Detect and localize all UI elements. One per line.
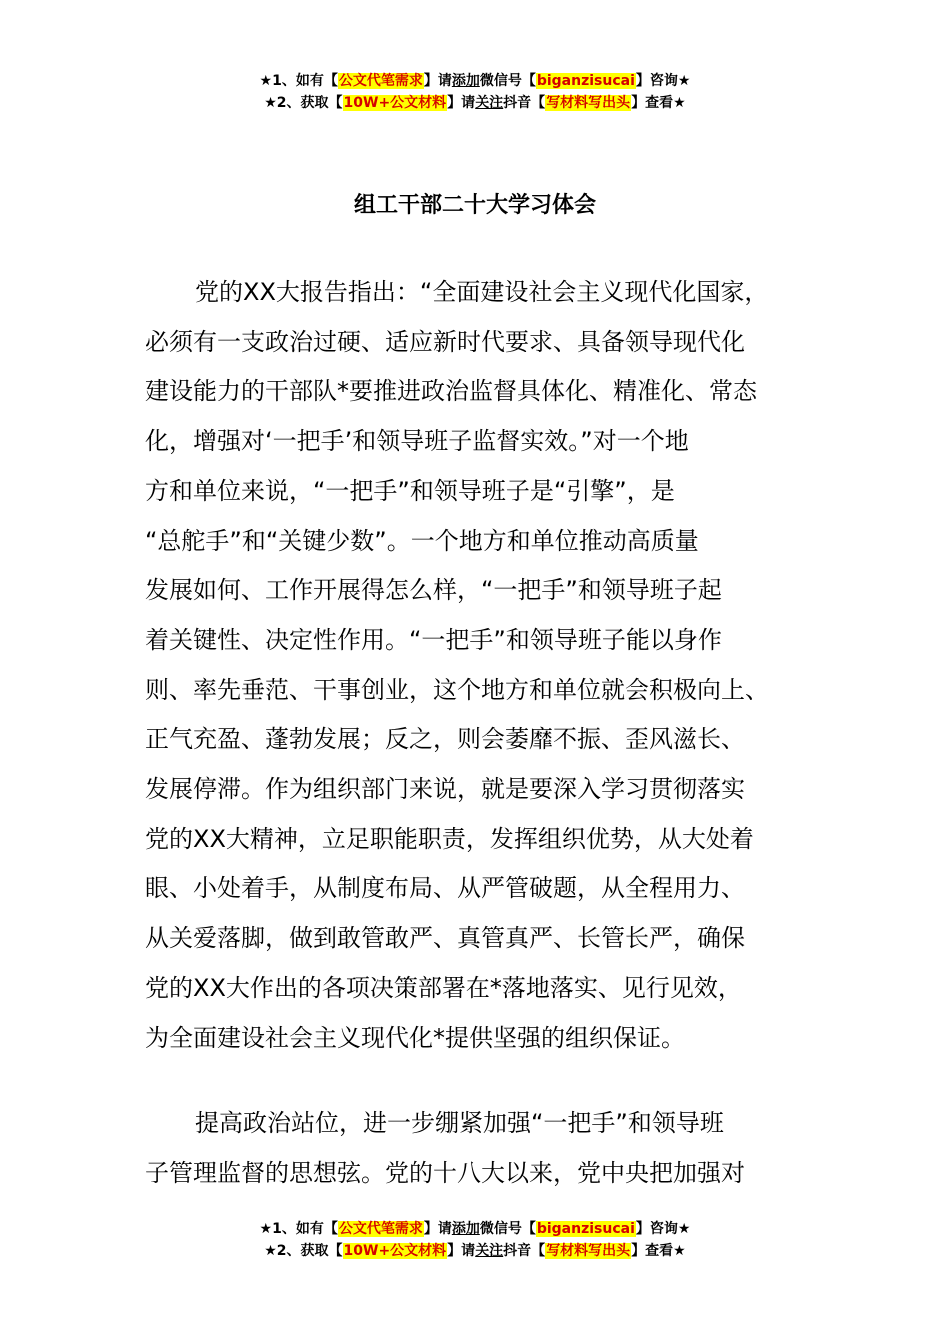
paragraph-line: 为全面建设社会主义现代化*提供坚强的组织保证。 [145,1023,685,1052]
paragraph-line: “总舵手”和“关键少数”。一个地方和单位推动高质量 [145,526,699,555]
header-banner [0,70,950,114]
paragraph-2 [145,1099,825,1198]
banner-underline: 添加 [451,73,480,89]
paragraph-line: 方和单位来说，“一把手”和领导班子是“引擎”，是 [145,476,675,505]
paragraph-line: 发展如何、工作开展得怎么样，“一把手”和领导班子起 [145,576,722,605]
paragraph-line: 发展停滞。作为组织部门来说，就是要深入学习贯彻落实 [145,775,745,804]
banner-text: 】查看★ [631,1243,686,1259]
paragraph-line: 党的XX大作出的各项决策部署在*落地落实、见行见效， [145,973,742,1002]
banner-text: 】请 [447,95,476,111]
document-title: 组工干部二十大学习体会 [353,193,596,218]
banner-text: ★1、如有【 [259,1221,338,1237]
paragraph-line: 提高政治站位，进一步绷紧加强“一把手”和领导班 [195,1109,724,1138]
banner-highlight: 写材料写出头 [546,1243,631,1259]
banner-line-1 [0,1218,950,1240]
banner-line-1 [0,70,950,92]
banner-line-2 [0,92,950,114]
banner-highlight: biganzisucai [536,1221,635,1237]
banner-highlight: biganzisucai [536,73,635,89]
paragraph-line: 化，增强对‘一把手’和领导班子监督实效。”对一个地 [145,427,689,456]
banner-text: 】查看★ [631,95,686,111]
document-body [145,268,825,1199]
paragraph-line: 从关爱落脚，做到敢管敢严、真管真严、长管长严，确保 [145,924,745,953]
paragraph-line: 正气充盈、蓬勃发展；反之，则会萎靡不振、歪风滋长、 [145,725,745,754]
paragraph-line: 必须有一支政治过硬、适应新时代要求、具备领导现代化 [145,327,745,356]
banner-highlight: 公文代笔需求 [338,1221,423,1237]
banner-text: ★2、获取【 [264,1243,343,1259]
banner-text: 】请 [423,1221,452,1237]
paragraph-line: 党的XX大精神，立足职能职责，发挥组织优势，从大处着 [145,824,754,853]
banner-highlight: 10W+公文材料 [343,95,447,111]
banner-text: 】咨询★ [635,1221,691,1237]
footer-banner [0,1218,950,1262]
banner-text: ★1、如有【 [259,73,338,89]
banner-text: 】请 [447,1243,476,1259]
paragraph-line: 党的XX大报告指出：“全面建设社会主义现代化国家， [195,278,769,306]
paragraph-line: 子管理监督的思想弦。党的十八大以来，党中央把加强对 [145,1158,745,1187]
paragraph-line: 着关键性、决定性作用。“一把手”和领导班子能以身作 [145,625,722,654]
banner-text: 微信号【 [479,1221,536,1237]
banner-highlight: 写材料写出头 [546,95,631,111]
banner-text: 微信号【 [479,73,536,89]
paragraph-line: 建设能力的干部队*要推进政治监督具体化、精准化、常态 [145,377,757,406]
paragraph-1 [145,268,825,1063]
banner-underline: 关注 [475,1243,504,1259]
banner-highlight: 10W+公文材料 [343,1243,447,1259]
banner-highlight: 公文代笔需求 [338,73,423,89]
banner-text: 抖音【 [503,95,546,111]
paragraph-line: 则、率先垂范、干事创业，这个地方和单位就会积极向上、 [145,675,769,704]
banner-underline: 添加 [451,1221,480,1237]
banner-text: 抖音【 [503,1243,546,1259]
banner-text: ★2、获取【 [264,95,343,111]
banner-line-2 [0,1240,950,1262]
banner-text: 】咨询★ [635,73,691,89]
banner-text: 】请 [423,73,452,89]
banner-underline: 关注 [475,95,504,111]
paragraph-line: 眼、小处着手，从制度布局、从严管破题，从全程用力、 [145,874,745,903]
